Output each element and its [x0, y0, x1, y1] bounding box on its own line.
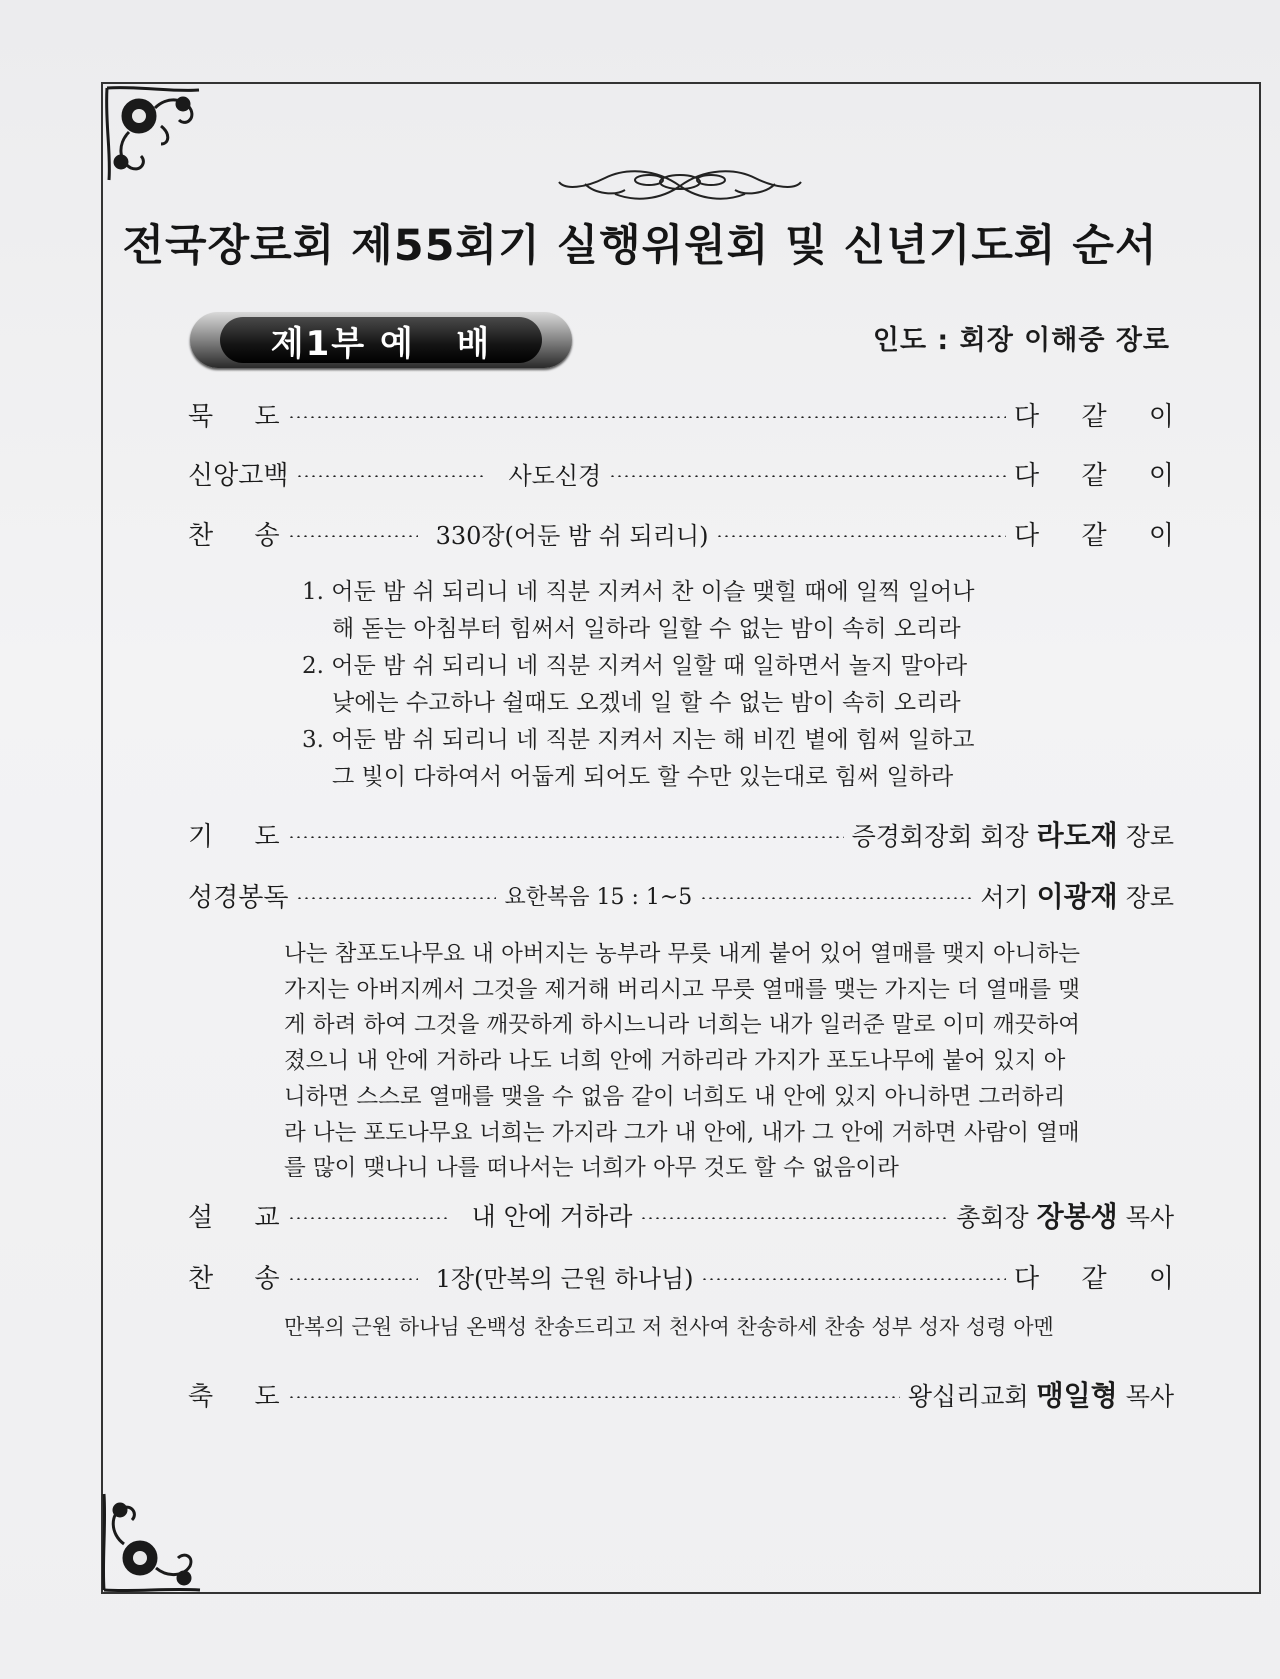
section-header-label: 제1부 예 배 [220, 317, 542, 363]
order-person: 왕십리교회 맹일형 목사 [907, 1379, 1174, 1412]
leader-dots [288, 535, 418, 537]
corner-ornament-bottom-left [96, 1490, 206, 1596]
person-name: 라도재 [1036, 819, 1118, 852]
order-row-silent-prayer [188, 394, 1174, 434]
lyric-line: 1. 어둔 밤 쉬 되리니 네 직분 지켜서 찬 이슬 맺힐 때에 일찍 일어나 [302, 579, 975, 605]
all-together: 다 같 이 [1014, 1263, 1174, 1294]
order-row-hymn-330 [188, 513, 1174, 553]
order-person: 증경회장회 회장 라도재 장로 [851, 819, 1174, 852]
order-content: 330장(어둔 밤 쉬 되리니) [435, 521, 709, 550]
person-name: 장봉생 [1036, 1200, 1118, 1233]
order-label: 신앙고백 [188, 460, 289, 491]
order-content: 요한복음 15 : 1~5 [504, 884, 693, 910]
order-row-prayer [188, 814, 1174, 854]
scripture-line: 게 하려 하여 그것을 깨끗하게 하시느니라 너희는 내가 일러준 말로 이미 깨끗하여 [284, 1012, 1080, 1039]
leader-dots [296, 897, 496, 899]
order-label: 찬 송 [188, 520, 280, 551]
leader-dots [288, 1396, 900, 1398]
order-label: 묵 도 [188, 401, 280, 432]
lyric-line: 그 빛이 다하여서 어둡게 되어도 할 수만 있는대로 힘써 일하라 [332, 764, 954, 790]
order-row-hymn-1 [188, 1256, 1174, 1296]
scripture-line: 나는 참포도나무요 내 아버지는 농부라 무릇 내게 붙어 있어 열매를 맺지 아니하는 [284, 941, 1080, 967]
all-together: 다 같 이 [1014, 401, 1174, 432]
leader-dots [609, 475, 1006, 477]
hymn-330-lyrics [302, 574, 974, 796]
page-title: 전국장로회 제55회기 실행위원회 및 신년기도회 순서 [122, 221, 1158, 271]
corner-ornament-top-left [101, 82, 211, 192]
leader-dots [716, 535, 1006, 537]
order-label: 찬 송 [188, 1263, 280, 1294]
order-label: 기 도 [188, 821, 280, 852]
order-person: 총회장 장봉생 목사 [956, 1200, 1174, 1233]
order-label: 축 도 [188, 1381, 280, 1412]
scripture-line: 니하면 스스로 열매를 맺을 수 없음 같이 너희도 내 안에 있지 아니하면 그러하리 [284, 1083, 1066, 1110]
scripture-passage [284, 937, 1084, 1187]
scripture-line: 가지는 아버지께서 그것을 제거해 버리시고 무릇 열매를 맺는 가지는 더 열매를 맺 [284, 976, 1080, 1003]
lyric-line: 3. 어둔 밤 쉬 되리니 네 직분 지켜서 지는 해 비낀 볕에 힘써 일하고 [302, 727, 975, 753]
lyric-line: 낮에는 수고하나 쉴때도 오겠네 일 할 수 없는 밤이 속히 오리라 [332, 690, 961, 716]
order-person: 서기 이광재 장로 [980, 880, 1174, 913]
title-flourish-ornament [555, 164, 805, 206]
leader-dots [700, 897, 972, 899]
leader-dots [288, 1217, 448, 1219]
order-label: 성경봉독 [188, 882, 289, 913]
scripture-line: 를 많이 맺나니 나를 떠나서는 너희가 아무 것도 할 수 없음이라 [284, 1155, 899, 1182]
leader-dots [288, 1278, 418, 1280]
order-content: 내 안에 거하라 [471, 1202, 633, 1231]
leader-dots [296, 475, 486, 477]
order-row-sermon [188, 1195, 1174, 1235]
scripture-line: 졌으니 내 안에 거하라 나도 너희 안에 거하리라 가지가 포도나무에 붙어 있지 아 [284, 1048, 1066, 1075]
order-row-scripture-reading [188, 875, 1174, 915]
order-content: 1장(만복의 근원 하나님) [435, 1264, 694, 1293]
leader-dots [701, 1278, 1006, 1280]
section-header-pill [190, 312, 572, 368]
leader-dots [288, 836, 844, 838]
scripture-line: 라 나는 포도나무요 너희는 가지라 그가 내 안에, 내가 그 안에 거하면 사람이 열매 [284, 1119, 1080, 1146]
person-name: 이광재 [1036, 880, 1118, 913]
order-row-benediction [188, 1374, 1174, 1414]
order-label: 설 교 [188, 1202, 280, 1233]
leader-dots [288, 416, 1006, 418]
hymn-1-lyrics: 만복의 근원 하나님 온백성 찬송드리고 저 천사여 찬송하세 찬송 성부 성자 성령 아멘 [284, 1315, 1054, 1339]
worship-leader: 인도 : 회장 이해중 장로 [872, 325, 1170, 356]
person-name: 맹일형 [1036, 1379, 1118, 1412]
leader-dots [640, 1217, 948, 1219]
all-together: 다 같 이 [1014, 520, 1174, 551]
lyric-line: 2. 어둔 밤 쉬 되리니 네 직분 지켜서 일할 때 일하면서 놀지 말아라 [302, 653, 968, 679]
all-together: 다 같 이 [1014, 460, 1174, 491]
order-content: 사도신경 [508, 461, 602, 490]
lyric-line: 해 돋는 아침부터 힘써서 일하라 일할 수 없는 밤이 속히 오리라 [332, 616, 961, 642]
order-row-confession [188, 453, 1174, 493]
